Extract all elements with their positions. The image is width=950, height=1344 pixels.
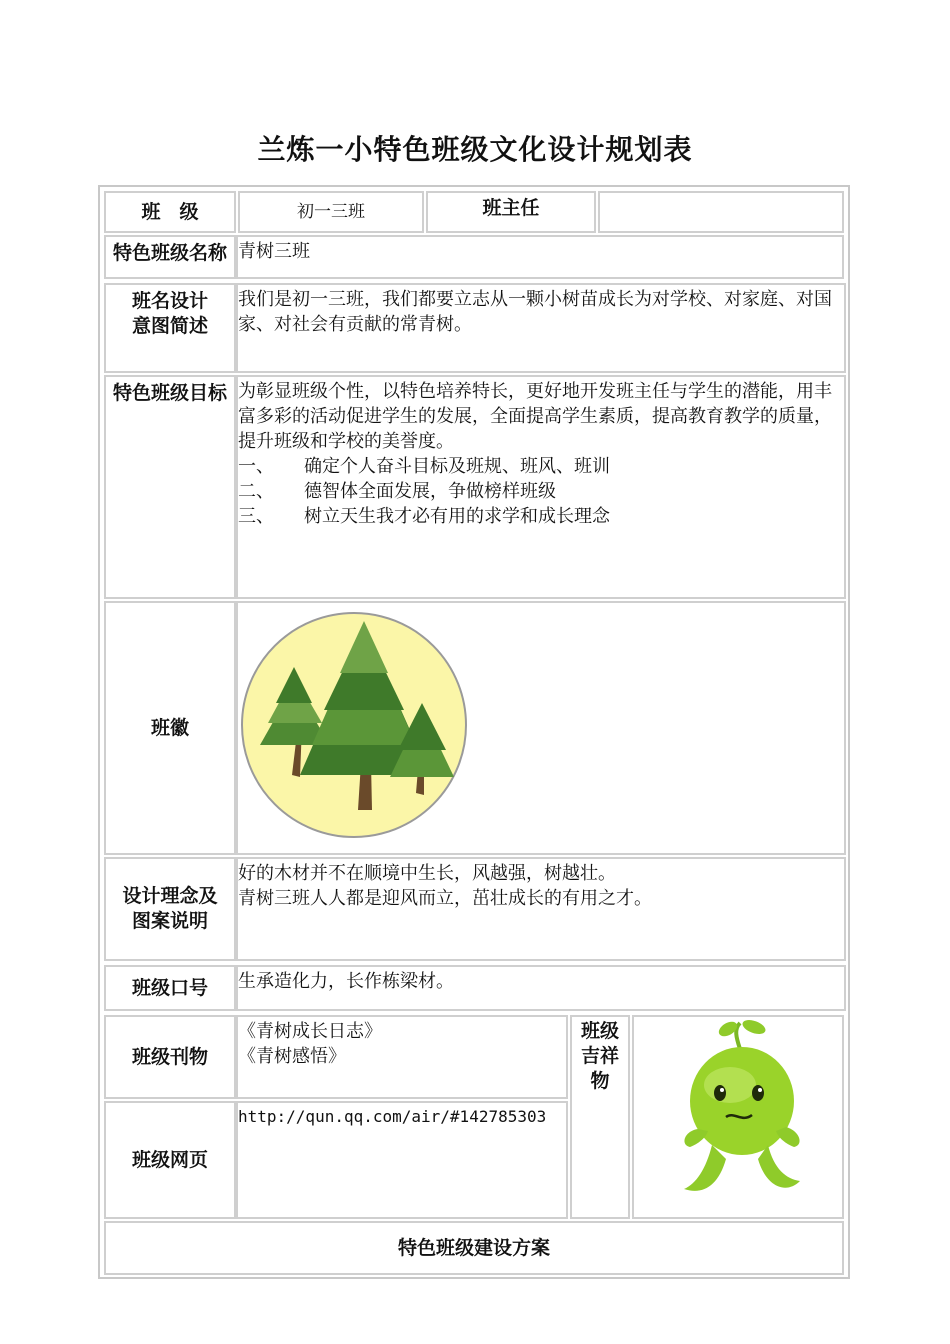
class-label: 班 级 xyxy=(104,191,236,233)
concept-line-2: 青树三班人人都是迎风而立，茁壮成长的有用之才。 xyxy=(238,888,652,909)
mascot-label-line2: 吉祥 xyxy=(580,1045,619,1067)
page-title: 兰炼一小特色班级文化设计规划表 xyxy=(257,133,693,166)
goal-item: 一、 确定个人奋斗目标及班规、班风、班训 xyxy=(238,456,610,477)
journal-item-1: 《青树成长日志》 xyxy=(238,1021,382,1042)
teacher-label: 班主任 xyxy=(426,191,596,233)
web-label: 班级网页 xyxy=(104,1101,236,1219)
goal-item: 二、 德智体全面发展，争做榜样班级 xyxy=(238,481,556,502)
intent-label-line2: 意图简述 xyxy=(131,315,208,337)
mascot-label-line1: 班级 xyxy=(580,1020,619,1042)
concept-label xyxy=(104,857,236,961)
name-label: 特色班级名称 xyxy=(104,235,236,279)
journal-label: 班级刊物 xyxy=(104,1015,236,1099)
name-value: 青树三班 xyxy=(236,235,844,279)
intent-text: 我们是初一三班，我们都要立志从一颗小树苗成长为对学校、对家庭、对国家、对社会有贡献的常青树。 xyxy=(236,283,846,373)
concept-label-line1: 设计理念及 xyxy=(122,885,218,907)
slogan-text: 生承造化力，长作栋梁材。 xyxy=(236,965,846,1011)
goal-item: 三、 树立天生我才必有用的求学和成长理念 xyxy=(238,506,610,527)
badge-cell xyxy=(236,601,846,855)
mascot-label xyxy=(570,1015,630,1219)
journal-item-2: 《青树感悟》 xyxy=(238,1046,346,1067)
mascot-label-line3: 物 xyxy=(590,1070,610,1092)
slogan-label: 班级口号 xyxy=(104,965,236,1011)
class-badge-image xyxy=(240,605,476,841)
mascot-image xyxy=(678,1019,808,1199)
goal-cell xyxy=(236,375,846,599)
intent-label-line1: 班名设计 xyxy=(131,290,208,312)
class-value: 初一三班 xyxy=(238,191,424,233)
journal-cell xyxy=(236,1015,568,1099)
goal-label: 特色班级目标 xyxy=(104,375,236,599)
concept-cell xyxy=(236,857,846,961)
teacher-value xyxy=(598,191,844,233)
mascot-cell xyxy=(632,1015,844,1219)
concept-label-line2: 图案说明 xyxy=(131,910,208,932)
badge-label: 班徽 xyxy=(104,601,236,855)
web-url[interactable]: http://qun.qq.com/air/#142785303 xyxy=(236,1101,568,1219)
plan-label: 特色班级建设方案 xyxy=(104,1221,844,1275)
planning-table xyxy=(98,185,850,1279)
sprout-mascot-icon xyxy=(684,1019,800,1191)
goal-text: 为彰显班级个性，以特色培养特长，更好地开发班主任与学生的潜能，用丰富多彩的活动促进学生的发展，全面提高学生素质，提高教育教学的质量，提升班级和学校的美誉度。 xyxy=(238,381,832,452)
intent-label xyxy=(104,283,236,373)
concept-line-1: 好的木材并不在顺境中生长，风越强，树越壮。 xyxy=(238,863,616,884)
